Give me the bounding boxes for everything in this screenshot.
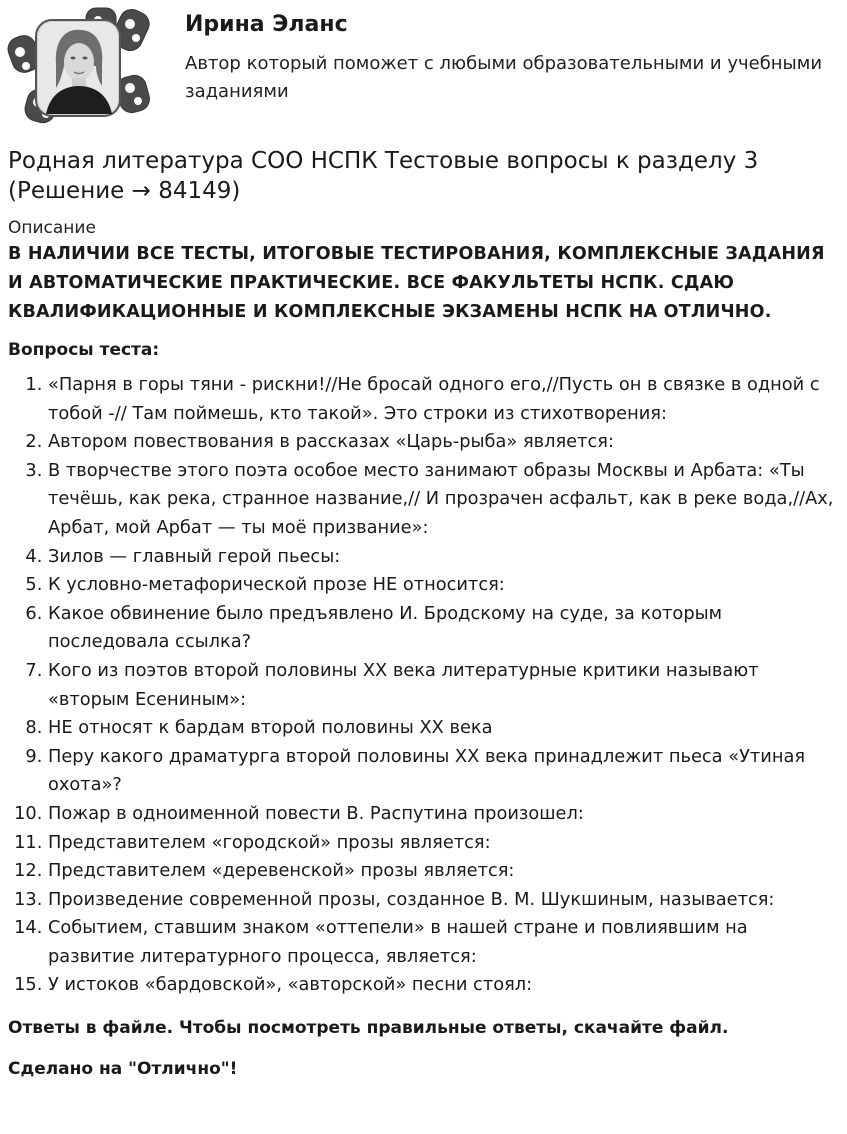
question-item: 11. Представителем «городской» прозы является: [48, 829, 838, 858]
author-avatar [6, 6, 152, 128]
question-item: 2. Автором повествования в рассказах «Царь-рыба» является: [48, 428, 838, 457]
questions-heading: Вопросы теста: [8, 340, 160, 360]
author-description: Автор который поможет с любыми образовательными и учебными заданиями [185, 53, 823, 102]
author-name[interactable]: Ирина Эланс [185, 12, 348, 37]
question-item: 15. У истоков «бардовской», «авторской» песни стоял: [48, 971, 838, 1000]
question-item: 7. Кого из поэтов второй половины XX века литературные критики называют «вторым Есениным»: [48, 657, 838, 714]
question-item: 12. Представителем «деревенской» прозы является: [48, 857, 838, 886]
question-item: 3. В творчестве этого поэта особое место занимают образы Москвы и Арбата: «Ты течёшь, как река, странное название,// И прозрачен асфальт, как в реке вода,//Ах, Арбат, мой Арбат — ты моё призвание»: [48, 457, 838, 543]
question-item: 6. Какое обвинение было предъявлено И. Бродскому на суде, за которым последовала ссылка? [48, 600, 838, 657]
answers-note: Ответы в файле. Чтобы посмотреть правильные ответы, скачайте файл. [8, 1018, 729, 1039]
questions-list [8, 371, 838, 1000]
done-note: Сделано на "Отлично"! [8, 1059, 238, 1080]
question-item: 14. Событием, ставшим знаком «оттепели» в нашей стране и повлиявшим на развитие литературного процесса, является: [48, 914, 838, 971]
author-header [0, 0, 847, 135]
description-text: В НАЛИЧИИ ВСЕ ТЕСТЫ, ИТОГОВЫЕ ТЕСТИРОВАНИЯ, КОМПЛЕКСНЫЕ ЗАДАНИЯ И АВТОМАТИЧЕСКИЕ ПРАКТИЧЕСКИЕ. ВСЕ ФАКУЛЬТЕТЫ НСПК. СДАЮ КВАЛИФИКАЦИОННЫЕ И КОМПЛЕКСНЫЕ ЭКЗАМЕНЫ НСПК НА ОТЛИЧНО. [8, 244, 825, 322]
description-label: Описание [8, 218, 96, 238]
question-item: 10. Пожар в одноименной повести В. Распутина произошел: [48, 800, 838, 829]
document-content [8, 146, 838, 1082]
document-title: Родная литература СОО НСПК Тестовые вопросы к разделу 3 (Решение → 84149) [8, 148, 759, 204]
question-item: 8. НЕ относят к бардам второй половины XX века [48, 714, 838, 743]
question-item: 1. «Парня в горы тяни - рискни!//Не бросай одного его,//Пусть он в связке в одной с тобой -// Там поймешь, кто такой». Это строки из стихотворения: [48, 371, 838, 428]
question-item: 4. Зилов — главный герой пьесы: [48, 543, 838, 572]
question-item: 13. Произведение современной прозы, созданное В. М. Шукшиным, называется: [48, 886, 838, 915]
question-item: 9. Перу какого драматурга второй половины XX века принадлежит пьеса «Утиная охота»? [48, 743, 838, 800]
question-item: 5. К условно-метафорической прозе НЕ относится: [48, 571, 838, 600]
